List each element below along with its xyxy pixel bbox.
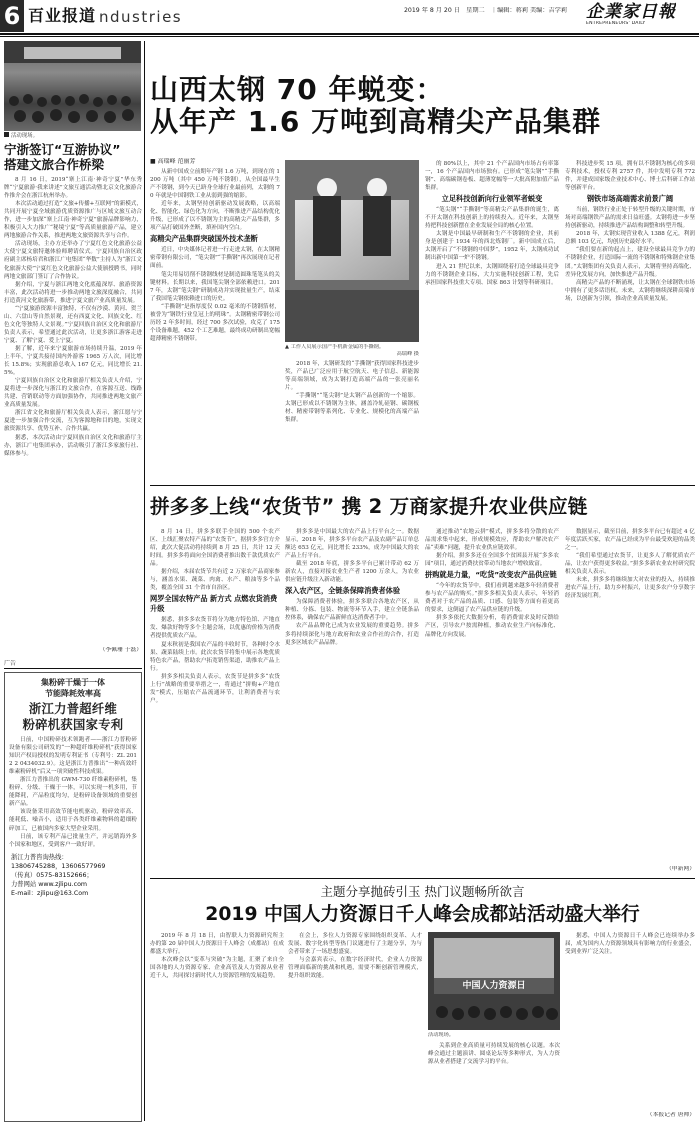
paragraph: 该设备采用高效节能电机驱动，粉碎效率高、能耗低、噪音小，适用于各类纤维素物料的超细粉碎加工，已被国内多家大型企业采用。 <box>9 809 137 832</box>
pdd-col3 <box>425 528 559 874</box>
hr-headline: 2019 中国人力资源日千人峰会成都站活动盛大举行 <box>205 904 640 925</box>
ad-tagline: 集粉碎干燥于一体 节能降耗效率高 <box>41 678 105 698</box>
paragraph: 在会上，多位人力资源专家围绕组织变革、人才发展、数字化转型等热门议题进行了主题分享，为与会者带来了一场思想盛宴。 <box>288 933 422 956</box>
summit-banner-text: 中国人力资源日 <box>462 981 526 991</box>
paragraph: 拼多多是中国最大的农产品上行平台之一。数据显示，2018 年，拼多多平台农产品及农副产品订单总额达 653 亿元，同比增长 233%，成为中国最大的农产品上行平台。 <box>285 529 419 560</box>
paragraph: 2018 年，太钢研发的“手撕钢”获得国家科技进步奖，产品已广泛应用于航空航天、电子信息、新能源等高端领域，成为太钢打造高端产品的一张亮丽名片。 <box>285 361 419 392</box>
taisteel-byline: ■ 高瑞峰 范丽芳 <box>150 158 196 165</box>
paragraph: 浙江省文化和旅游厅相关负责人表示，浙江愿与宁夏进一步加强合作交流，互为客源地和目的地，实现文旅资源共享、优势互补、合作共赢。 <box>4 410 142 433</box>
pdd-headline: 拼多多上线“农货节” 携 2 万商家提升农业供应链 <box>150 495 588 518</box>
crowd-photo-icon <box>4 41 141 131</box>
paragraph: 日前，中国粉碎技术领跑者——浙江力普粉碎设备有限公司研发的“一种超纤维粉碎机”获得国家知识产权局授权的发明专利证书（专利号：ZL 2012 2 0434032.9）。这是浙江力普推出“一种高效纤维素粉碎机”后又一项突破性科技成果。 <box>9 737 137 776</box>
paragraph: 据悉，中国人力资源日千人峰会已连续举办多届，成为国内人力资源领域具有影响力的行业盛会，受到业界广泛关注。 <box>565 933 695 956</box>
masthead-en: ENTREPRENEURS' DAILY <box>586 21 646 26</box>
ad-box <box>4 672 142 1122</box>
hr-col4 <box>565 932 695 1110</box>
steel-workers-photo-icon <box>285 160 419 342</box>
taisteel-col3 <box>425 160 559 480</box>
contact-website[interactable]: 力普网站 www.zjlipu.com <box>11 880 88 888</box>
event-photo <box>4 41 141 131</box>
paragraph: 2018 年，太钢实现营业收入 1388 亿元，利润总额 103 亿元，均创历史最好水平。 <box>565 231 695 246</box>
summit-photo-caption: 活动现场。 <box>428 1032 454 1038</box>
ad-rule <box>4 668 142 669</box>
paragraph: 与会嘉宾表示，在数字经济时代，企业人力资源管理面临新的挑战和机遇，需要不断创新管理模式，提升组织效能。 <box>288 957 422 980</box>
taisteel-col4 <box>565 160 695 480</box>
contact-label: 浙江力普咨询热线： <box>11 853 68 861</box>
paragraph: 据悉，本次活动由宁夏回族自治区文化和旅游厅主办，浙江广电集团承办，活动吸引了浙江多家旅行社、媒体参与。 <box>4 434 142 457</box>
paragraph: 近日，中央媒体记者进一行走进太钢，在太钢精密带钢有限公司，“笔尖钢”“手撕钢”再次展现在记者面前。 <box>150 247 280 270</box>
paragraph: 未来，拼多多将继续加大对农业的投入，持续推进农产品上行，助力乡村振兴，让更多农户分享数字经济发展红利。 <box>565 577 695 600</box>
left-headline-line1: 宁浙签订“互游协议” <box>4 142 121 157</box>
paragraph: 太钢是中国最早研制和生产不锈钢的企业，其前身是创建于 1934 年的西北炼钢厂。新中国成立后，太钢开启了“不锈钢的中国梦”，1952 年，太钢成功试制出新中国第一炉不锈钢。 <box>425 231 559 262</box>
subheading: 深入农产区，全链条保障消费者体验 <box>285 586 401 596</box>
photo-caption: 活动现场。 <box>4 132 141 140</box>
ad-contact <box>5 849 141 898</box>
masthead-logo: 企業家日報 <box>586 2 676 22</box>
paragraph: 关系到企业高质量可持续发展的核心议题。本次峰会通过主题演讲、圆桌论坛等多种形式，为人力资源从业者搭建了交流学习的平台。 <box>428 1043 560 1066</box>
paragraph: 数据显示，截至目前，拼多多平台已有超过 4 亿年度活跃买家，农产品已经成为平台最受欢迎的品类之一。 <box>565 529 695 552</box>
subheading: 网罗全国农特产品 新方式 点燃农货消费升级 <box>150 594 278 614</box>
section-title-en: ndustries <box>99 8 183 26</box>
paragraph: 当前，钢铁行业正处于转型升级的关键时期，市场对高端钢铁产品的需求日益旺盛。太钢将进一步坚持创新驱动，持续推进产品结构调整和转型升级。 <box>565 207 695 230</box>
steel-photo <box>285 160 419 342</box>
paragraph: 科技进步奖 15 项，拥有以不锈钢为核心的多项专利技术，授权专利 2757 件，其中发明专利 772 件，并建成国家级企业技术中心、博士后科研工作站等创新平台。 <box>565 161 695 192</box>
paragraph: 宁夏回族自治区文化和旅游厅相关负责人介绍，宁夏将进一步深化与浙江的文旅合作，在客源互送、线路共建、营销联动等方面加强协作，共同推进两地文旅产业高质量发展。 <box>4 378 142 409</box>
paragraph: 日前，该专利产品已批量生产，并远销海外多个国家和地区，受到客户一致好评。 <box>9 833 137 848</box>
paragraph: “笔尖钢”“手撕钢”等高精尖产品集群的诞生，离不开太钢在科技创新上的持续投入。近年来，太钢坚持把科技创新摆在企业发展全局的核心位置。 <box>425 207 559 230</box>
paragraph: “宁夏旅游资源丰富独特，不仅有沙漠、黄河、贺兰山、六盘山等自然景观，还有西夏文化、回族文化、红色文化等独特人文景观。”宁夏回族自治区文化和旅游厅负责人表示，希望通过此次活动，让更多浙江游客走进宁夏、了解宁夏、爱上宁夏。 <box>4 305 142 344</box>
paragraph: 据悉，拼多多农货节将分为地方特色馆、产地直发、爆款好物等多个主题会场，以优惠的价格为消费者提供优质农产品。 <box>150 617 280 640</box>
paragraph: 高精尖产品的不断涌现，让太钢在全球钢铁市场中拥有了更多话语权。未来，太钢将继续深耕高端市场，以创新为引领，推动企业高质量发展。 <box>565 279 695 302</box>
paragraph: “我们要在新的起点上，建设全球最具竞争力的不锈钢企业，打造国际一流的不锈钢和特殊钢企业集团。”太钢集团有关负责人表示，太钢将坚持高端化、差异化发展方向，加快推进产品升级。 <box>565 247 695 278</box>
paragraph: 的 80%以上，其中 21 个产品国内市场占有率第一，16 个产品国内市场独有。已形成“笔尖钢”“手撕钢”、高端碳钢卷板、超薄宽幅等一大批高附加值产品集群。 <box>425 161 559 192</box>
paragraph: 笔尖用易切削不锈钢线材是制造圆珠笔笔头的关键材料。长期以来，我国笔尖钢全部依赖进口。2017 年，太钢“笔尖钢”研制成功并实现批量生产，结束了我国笔尖钢依赖进口的历史。 <box>150 271 280 302</box>
pdd-col1 <box>150 528 280 874</box>
square-bullet-icon <box>4 132 9 137</box>
paragraph: 从新中国成立前期年产钢 1.6 万吨，到现在的 1200 万吨（其中 450 万吨不锈钢），从全国最早生产不锈钢，到今天已跻身全球行业最前列，太钢的 70 年就是中国钢铁工业从弱到强的缩影。 <box>150 169 280 200</box>
paragraph: “我们希望通过农货节，让更多人了解优质农产品，让农户获得更多收益。”拼多多新农业农村研究院相关负责人表示。 <box>565 553 695 576</box>
hr-kicker: 主题分享抛砖引玉 热门议题畅所欲言 <box>320 884 525 899</box>
article-rule <box>150 485 695 486</box>
steel-photo-credit: 高瑞峰 摄 <box>396 351 419 357</box>
taisteel-col1 <box>150 168 280 480</box>
paragraph: 农产品品牌化已成为农业发展的重要趋势。拼多多将持续深化与地方政府和农业合作社的合作，打造更多区域农产品品牌。 <box>285 623 419 646</box>
paragraph: 进入 21 世纪以来，太钢围绕着打造全球最具竞争力的不锈钢企业目标，大力实施科技创新工程，先后承担国家科技重大专项、国家 863 计划等科研项目。 <box>425 263 559 286</box>
article-rule <box>150 878 695 879</box>
left-headline <box>4 142 144 172</box>
page-number: 6 <box>0 0 24 32</box>
paragraph: 8 月 14 日，拼多多联手全国的 500 个农产区、上线汇聚农特产品的“农货节”。据拼多多官方介绍，此次大促活动将持续到 8 月 25 日，共计 12 天时间。拼多多将面向全国消费者推出数千款优质农产品。 <box>150 529 280 568</box>
ad-title: 浙江力普超纤维 粉碎机获国家专利 <box>22 702 124 732</box>
steel-photo-caption: ▲ 工作人员展示国产手机新金属的手撕钢。 <box>285 344 385 350</box>
left-headline-line2: 搭建文旅合作桥梁 <box>4 157 105 172</box>
hr-byline: （本报记者 唐帅） <box>646 1112 695 1118</box>
contact-fax: （传真）0575-83152666； <box>11 871 93 879</box>
hr-col1 <box>150 932 284 1122</box>
pdd-col2 <box>285 528 419 874</box>
subheading: 钢铁市场高端需求前景广阔 <box>586 194 674 204</box>
subheading: 高精尖产品集群突破国外技术垄断 <box>150 234 258 244</box>
hr-col3 <box>428 1042 560 1122</box>
paragraph: 通过推动“农地云拼”模式，拼多多将分散的农产品需求集中起来，形成规模效应，帮助农户解决农产品“卖难”问题，提升农业供应链效率。 <box>425 529 559 552</box>
paragraph: 为保障消费者体验，拼多多联合各地农产区，从种植、分拣、包装、物流等环节入手，建立全链条品控体系，确保农产品新鲜直达消费者手中。 <box>285 599 419 622</box>
paragraph: “手撕钢”“笔尖钢”是太钢产品创新的一个缩影。太钢已形成以不锈钢为主体，涵盖冷轧硅钢、碳钢板材、精密带钢等系列化、专业化、规模化的高端产品集群。 <box>285 393 419 424</box>
summit-photo <box>428 932 560 1030</box>
paragraph: 本次峰会以“变革与突破”为主题，汇聚了来自全国各地的人力资源专家、企业高管及人力资源从业者近千人，共同探讨新时代人力资源管理的发展趋势。 <box>150 957 284 980</box>
contact-phone[interactable]: 13806745288，13606577969 <box>11 862 106 870</box>
header-rule <box>0 33 699 35</box>
left-story-body <box>4 176 142 646</box>
pdd-byline: （申新网） <box>666 866 695 872</box>
column-divider <box>144 41 145 1121</box>
paragraph: 据了解，近年来宁夏旅游市场持续升温，2019 年上半年，宁夏共接待国内外游客 1965 万人次，同比增长 15.8%；实现旅游总收入 167 亿元，同比增长 21.5%。 <box>4 345 142 377</box>
paragraph: 夏末秋初是我国农产品的丰收时节，各种时令水果、蔬菜陆续上市。此次农货节将集中展示各地优质特色农产品，帮助农户拓宽销售渠道，助推农产品上行。 <box>150 641 280 672</box>
paragraph: 据介绍，拼多多还在全国多个贫困县开展“多多农园”项目，通过消费扶贫带动当地农户增收致富。 <box>425 553 559 568</box>
header-rule-thin <box>0 36 699 37</box>
section-title: 百业报道 <box>28 6 97 25</box>
paragraph: 8 月 16 日，2019“寨上江南·神奇宁夏”华东秀牌“宁夏旅游·我来讲述”文旅互通活动暨北京文化旅游合作推介会在浙江杭州举办。 <box>4 177 142 200</box>
paragraph: 拼多多相关负责人表示，农货节是拼多多“农货上行”战略的重要举措之一，将通过“拼购+产地直发”模式，压缩农产品流通环节，让利消费者与农户。 <box>150 673 280 704</box>
subheading: 立足科技创新向行业领军者蜕变 <box>441 194 543 204</box>
contact-email[interactable]: E-mail：zjlipu@163.Com <box>11 889 89 897</box>
paragraph: 拼多多依托大数据分析，将消费需求及时反馈给产区，引导农户按需种植，推动农业生产向标准化、品牌化方向发展。 <box>425 615 559 638</box>
page-header <box>0 0 699 46</box>
issue-meta: 2019 年 8 月 20 日 星期二 ｜编辑：蒋莉 美编：吉学莉 <box>404 7 568 14</box>
pdd-col4 <box>565 528 695 868</box>
taisteel-headline-line1: 山西太钢 70 年蜕变： <box>150 74 445 106</box>
left-byline: （李佩珊 于磊） <box>99 647 142 653</box>
paragraph: “手撕钢”是指厚度仅 0.02 毫米的不锈钢箔材，被誉为“钢铁行业皇冠上的明珠”。太钢精密带钢公司历经 2 年多时间，经过 700 多次试验，攻克了 175 个设备难题，452 个工艺难题，最终成功研制出宽幅超薄精密不锈钢带。 <box>150 303 280 342</box>
paragraph: 2019 年 8 月 18 日，由智联人力资源研究所主办的第 20 届中国人力资源日千人峰会（成都站）在成都盛大举行。 <box>150 933 284 956</box>
paragraph: 据介绍，宁夏与浙江两地文化底蕴深厚、旅游资源丰富，此次活动将进一步推动两地文旅深度融合，共同打造黄河文化旅游带，推进宁夏文旅产业高质量发展。 <box>4 281 142 304</box>
paragraph: 据介绍，本届农货节共有近 2 万家农产品商家参与，涵盖水果、蔬菜、肉禽、水产、粮油等多个品类，覆盖全国 31 个省市自治区。 <box>150 569 280 592</box>
paragraph: 活动现场，主办方还举办了宁夏红色文化旅游公益大使宁夏文旅特邀体验师聘请仪式。宁夏回族自治区政府副主席杨培君和浙江广电集团“华数”主持人为“浙江文化旅游大使”宁夏红色文化旅游公益大使颁授聘书，同时两地文旅部门签订了合作协议。 <box>4 241 142 280</box>
subheading: 拼购就是力量，“吃货”改变农产品供应链 <box>425 570 557 580</box>
ad-body <box>5 733 141 849</box>
paragraph: 本次活动通过打造“文旅+传播+互联网”的新模式，共同开展宁夏全域旅游优质资源推广与区域文旅互动合作，进一步加深“寨上江南·神奇宁夏”旅游品牌影响力，积极引入大力推广“秘境宁夏”等高质量旅游产品，建立两地旅游合作关系，推进两地文旅资源共享与合作。 <box>4 201 142 240</box>
paragraph: 浙江力普推出的 GWM-730 纤维素粉碎机，集粉碎、分级、干燥于一体，可以实现一机多用，节能降耗，产品粒度均匀，是粉碎设备领域的重要创新产品。 <box>9 777 137 808</box>
taisteel-headline-line2: 从年产 1.6 万吨到高精尖产品集群 <box>150 105 602 138</box>
hr-col2 <box>288 932 422 1122</box>
taisteel-col2 <box>285 360 419 480</box>
ad-label: 广告 <box>4 660 17 667</box>
taisteel-headline <box>150 74 695 138</box>
paragraph: 截至 2018 年底，拼多多平台已累计带动 62 万新农人，直接对接农业生产者 1200 万余人，为农业供应链升级注入新动能。 <box>285 561 419 584</box>
paragraph: “今年的农货节中，我们看到越来越多年轻消费者参与农产品的购买。”拼多多相关负责人表示，年轻消费者对于农产品的品质、口感、包装等方面有着更高的要求，这倒逼了农产品供应链的升级。 <box>425 583 559 614</box>
paragraph: 近年来，太钢坚持创新驱动发展战略，以高端化、智能化、绿色化为方向，不断推进产品结构优化升级，已形成了以不锈钢为主的高精尖产品集群，多项产品打破国外垄断，填补国内空白。 <box>150 201 280 232</box>
